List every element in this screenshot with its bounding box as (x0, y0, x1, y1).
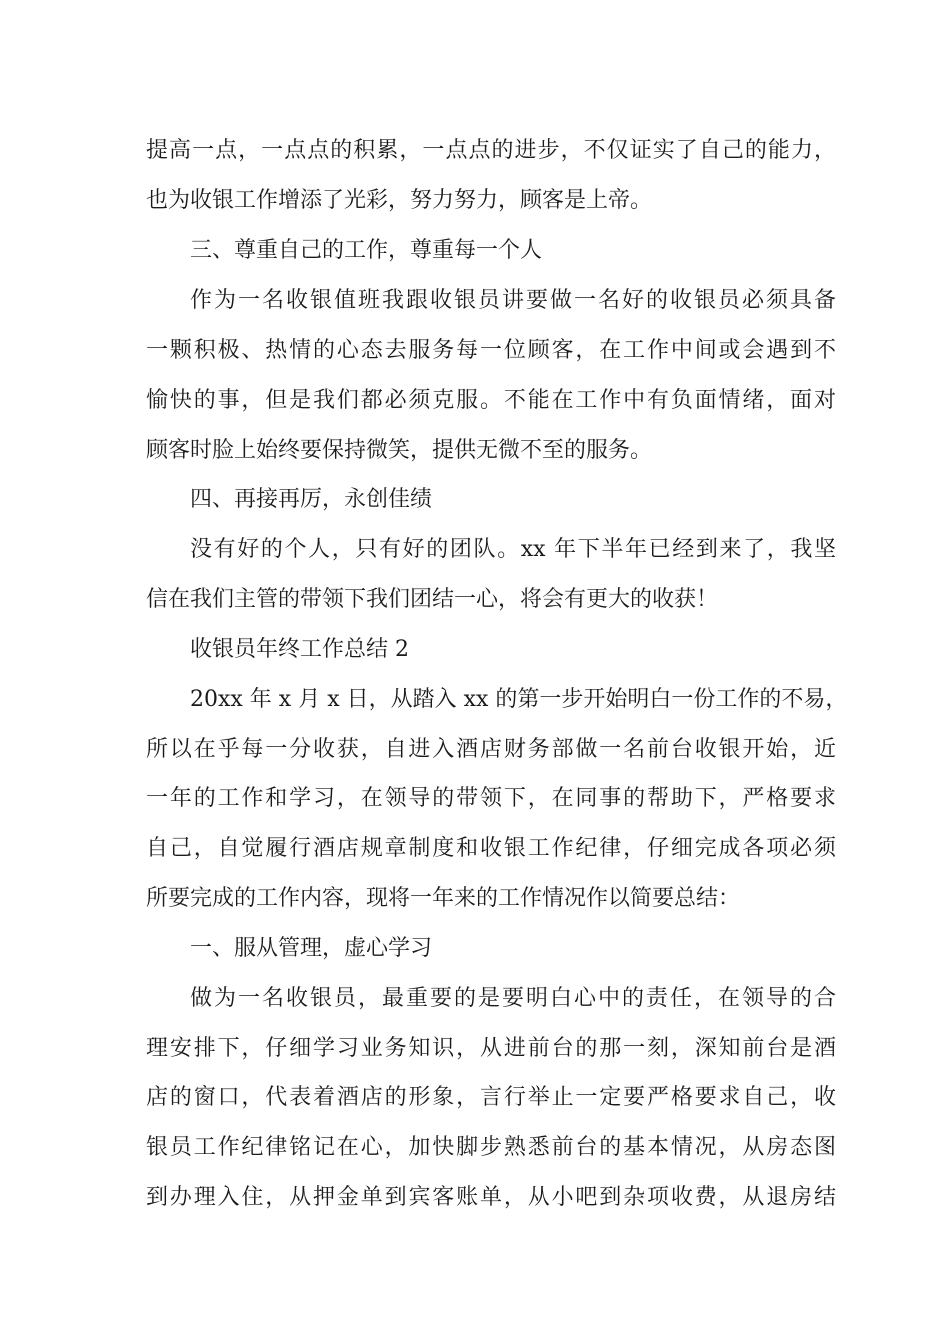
paragraph-line: 没有好的个人，只有好的团队。xx 年下半年已经到来了，我坚 (190, 537, 836, 562)
paragraph-line: 提高一点，一点点的积累，一点点的进步，不仅证实了自己的能力， (146, 138, 836, 163)
paragraph-line: 作为一名收银值班我跟收银员讲要做一名好的收银员必须具备 (190, 288, 836, 313)
paragraph-line: 所以在乎每一分收获，自进入酒店财务部做一名前台收银开始，近 (146, 737, 836, 762)
section-heading: 四、再接再厉，永创佳绩 (190, 487, 433, 512)
section-heading: 一、服从管理，虚心学习 (190, 936, 433, 961)
paragraph-line: 自己，自觉履行酒店规章制度和收银工作纪律，仔细完成各项必须 (146, 836, 836, 861)
paragraph-line: 店的窗口，代表着酒店的形象，言行举止一定要严格要求自己，收 (146, 1085, 836, 1110)
paragraph-line: 也为收银工作增添了光彩，努力努力，顾客是上帝。 (146, 188, 653, 213)
paragraph-line: 20xx 年 x 月 x 日，从踏入 xx 的第一步开始明白一份工作的不易， (190, 687, 848, 712)
paragraph-line: 信在我们主管的带领下我们团结一心，将会有更大的收获！ (146, 587, 719, 612)
paragraph-line: 顾客时脸上始终要保持微笑，提供无微不至的服务。 (146, 438, 653, 463)
section-heading: 三、尊重自己的工作，尊重每一个人 (190, 238, 543, 263)
paragraph-line: 理安排下，仔细学习业务知识，从进前台的那一刻，深知前台是酒 (146, 1036, 836, 1061)
paragraph-line: 一颗积极、热情的心态去服务每一位顾客，在工作中间或会遇到不 (146, 338, 836, 363)
paragraph-line: 一年的工作和学习，在领导的带领下，在同事的帮助下，严格要求 (146, 786, 836, 811)
document-subtitle: 收银员年终工作总结 2 (190, 637, 409, 662)
paragraph-line: 银员工作纪律铭记在心，加快脚步熟悉前台的基本情况，从房态图 (146, 1135, 836, 1160)
paragraph-line: 到办理入住，从押金单到宾客账单，从小吧到杂项收费，从退房结 (146, 1185, 836, 1210)
paragraph-line: 愉快的事，但是我们都必须克服。不能在工作中有负面情绪，面对 (146, 388, 836, 413)
paragraph-line: 做为一名收银员，最重要的是要明白心中的责任，在领导的合 (190, 986, 836, 1011)
paragraph-line: 所要完成的工作内容，现将一年来的工作情况作以简要总结： (146, 886, 741, 911)
